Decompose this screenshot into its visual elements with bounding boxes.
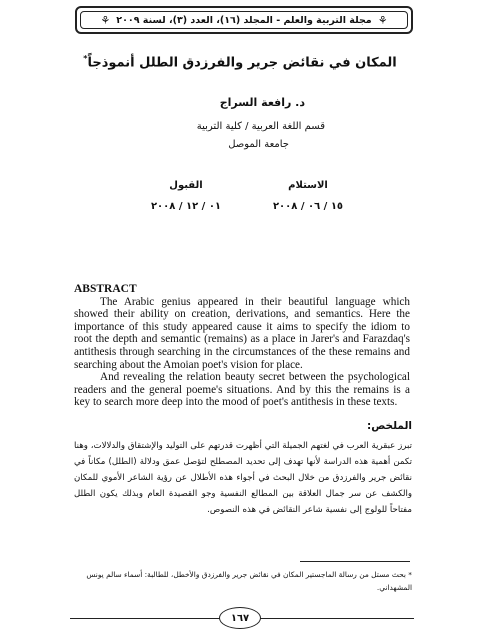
right-ornament-icon: ⚘ bbox=[377, 13, 388, 27]
summary-heading: الملخص: bbox=[367, 420, 412, 432]
footnote: * بحث مستل من رسالة الماجستير المكان في نقائض جرير والفرزدق والأخطل، للطالبة: أسماء سالم يونس المشهداني. bbox=[86, 570, 412, 592]
journal-citation: مجلة التربية والعلم - المجلد (١٦)، العدد (٣)، لسنة ٢٠٠٩ bbox=[116, 14, 372, 26]
page-number: ١٦٧ bbox=[230, 612, 250, 624]
summary-body: تبرز عبقرية العرب في لغتهم الجميلة التي أظهرت قدرتهم على التوليد والإشتقاق والدلالات، وهنا تكمن أهمية هذه الدراسة لأنها تهدف إلى تحديد المصطلح لتؤصل عمق ودلالة (الطلل) مكاناً في نقائض جرير والفرزدق من خلال البحث في أجواء هذه الأطلال عن رؤية الشاعر الأموي للمكان والكشف عن سر جمال العلاقة بين المطالع النفسية وجو القصيدة العام وبذلك يكون الطلل مفتاحاً للولوج إلى نفسية شاعر النقائض في هذه النصوص. bbox=[74, 441, 412, 515]
left-ornament-icon: ⚘ bbox=[100, 13, 111, 27]
author-affiliation bbox=[197, 118, 325, 154]
abstract-heading: ABSTRACT bbox=[74, 283, 137, 295]
abstract-paragraph-1: The Arabic genius appeared in their beautiful language which showed their ability on creation, derivations, and semantics. Here the importance of this study appeared cause it aims to specify the idiom to root the depth and semantic (remains) as a place in Jarer's and Farazdaq's antithesis through searching in the circumstances of the these remains and searching about the Amoian poet's vision for place. bbox=[74, 295, 410, 371]
acceptance-label: القبول bbox=[169, 180, 203, 191]
journal-header-inner bbox=[80, 11, 408, 29]
paper-title-text: المكان في نقائض جرير والفرزدق الطلل أنموذجاً bbox=[87, 55, 397, 71]
arabic-summary bbox=[74, 420, 412, 518]
author-name: د. رافعة السراج bbox=[219, 96, 305, 109]
department: قسم اللغة العربية / كلية التربية bbox=[196, 121, 325, 132]
abstract-paragraph-2: And revealing the relation beauty secret between the psychological readers and the general poeme's situations. And by this the remains is a key to search more deep into the mood of poet's antithesis in these texts. bbox=[74, 371, 410, 409]
receipt-date-block bbox=[262, 180, 354, 212]
acceptance-date: ٠١ / ١٢ / ٢٠٠٨ bbox=[150, 201, 222, 212]
page-number-badge bbox=[219, 607, 261, 629]
english-abstract bbox=[74, 283, 410, 409]
paper-title bbox=[0, 54, 480, 70]
journal-header bbox=[75, 6, 413, 34]
acceptance-date-block bbox=[140, 180, 232, 212]
receipt-label: الاستلام bbox=[288, 180, 328, 191]
title-footnote-marker: * bbox=[83, 54, 88, 63]
receipt-date: ١٥ / ٠٦ / ٢٠٠٨ bbox=[272, 201, 344, 212]
university: جامعة الموصل bbox=[228, 139, 289, 150]
footnote-rule bbox=[300, 561, 410, 562]
